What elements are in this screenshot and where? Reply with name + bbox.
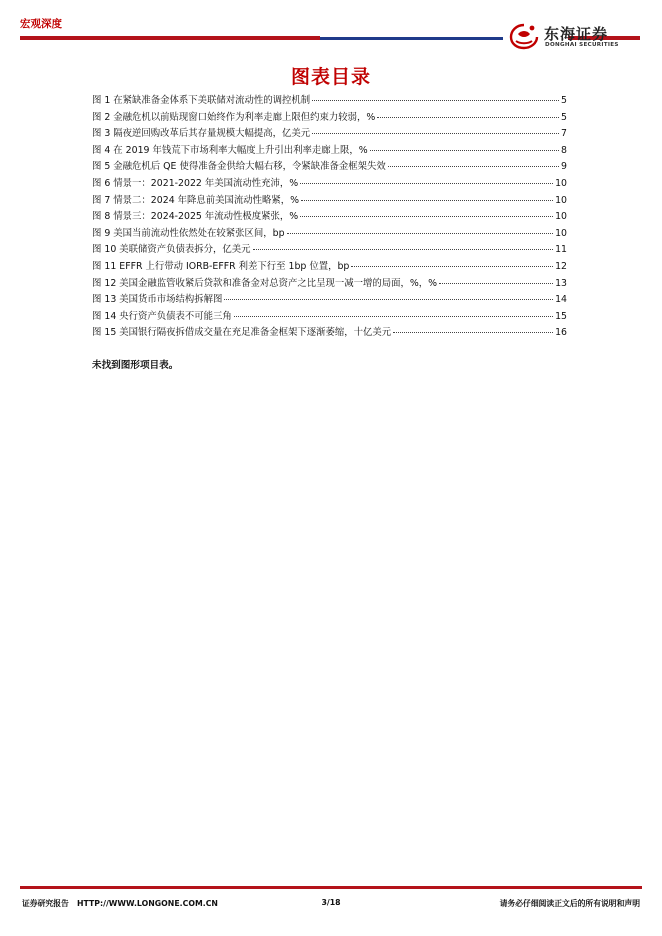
toc-entry[interactable] [92, 110, 567, 127]
section-label: 宏观深度 [20, 18, 62, 30]
brand-logo [508, 22, 648, 52]
toc-entry[interactable] [92, 159, 567, 176]
toc-entry[interactable] [92, 126, 567, 143]
toc-dot-leader [287, 233, 553, 234]
toc-entry-label: 图 11 EFFR 上行带动 IORB-EFFR 利差下行至 1bp 位置，bp [92, 260, 350, 272]
toc-entry[interactable] [92, 276, 567, 293]
footer-page-indicator: 3/18 [321, 898, 341, 907]
toc-dot-leader [224, 299, 553, 300]
toc-entry-label: 图 9 美国当前流动性依然处在较紧张区间，bp [92, 227, 285, 239]
toc-dot-leader [388, 166, 559, 167]
toc-entry-page: 11 [555, 244, 567, 256]
toc-entry-page: 10 [555, 227, 567, 239]
toc-dot-leader [234, 316, 553, 317]
toc-entry-label: 图 13 美国货币市场结构拆解图 [92, 294, 223, 306]
toc-entry[interactable] [92, 176, 567, 193]
footer-rule [20, 886, 642, 889]
toc-entry-page: 15 [555, 310, 567, 322]
header-rule-red [20, 36, 320, 40]
toc-entry-page: 13 [555, 277, 567, 289]
toc-entry-label: 图 8 情景三：2024-2025 年流动性极度紧张，% [92, 211, 299, 223]
toc-entry[interactable] [92, 259, 567, 276]
brand-name-en: DONGHAI SECURITIES [545, 42, 619, 48]
toc-dot-leader [312, 100, 559, 101]
footer-report-type: 证券研究报告 [22, 899, 69, 908]
toc-dot-leader [393, 332, 553, 333]
toc-entry-label: 图 7 情景二：2024 年降息前美国流动性略紧，% [92, 194, 300, 206]
toc-entry-label: 图 4 在 2019 年钱荒下市场利率大幅度上升引出利率走廊上限，% [92, 144, 368, 156]
toc-entry[interactable] [92, 209, 567, 226]
toc-entry-label: 图 6 情景一：2021-2022 年美国流动性充沛，% [92, 177, 299, 189]
toc-entry[interactable] [92, 325, 567, 342]
figure-toc-list [92, 93, 567, 342]
toc-entry-label: 图 12 美国金融监管收紧后贷款和准备金对总资产之比呈现一减一增的局面，%，% [92, 277, 438, 289]
toc-entry-page: 10 [555, 194, 567, 206]
toc-entry-page: 5 [561, 111, 567, 123]
toc-entry[interactable] [92, 193, 567, 210]
toc-entry-page: 7 [561, 128, 567, 140]
toc-dot-leader [300, 216, 553, 217]
toc-entry[interactable] [92, 292, 567, 309]
no-table-entries-note: 未找到图形项目表。 [92, 360, 179, 371]
toc-entry-label: 图 2 金融危机以前贴现窗口始终作为利率走廊上限但约束力较弱，% [92, 111, 376, 123]
footer-disclaimer: 请务必仔细阅读正文后的所有说明和声明 [499, 899, 640, 908]
toc-entry-page: 14 [555, 294, 567, 306]
toc-dot-leader [312, 133, 559, 134]
toc-entry-page: 12 [555, 260, 567, 272]
page-title: 图表目录 [290, 66, 371, 88]
toc-dot-leader [370, 150, 559, 151]
toc-dot-leader [301, 200, 553, 201]
toc-entry-label: 图 3 隔夜逆回购改革后其存量规模大幅提高，亿美元 [92, 128, 311, 140]
toc-entry[interactable] [92, 93, 567, 110]
toc-entry-page: 10 [555, 211, 567, 223]
toc-entry-page: 8 [561, 144, 567, 156]
brand-logo-icon [508, 22, 540, 50]
toc-entry[interactable] [92, 143, 567, 160]
toc-entry-page: 10 [555, 177, 567, 189]
toc-entry[interactable] [92, 309, 567, 326]
toc-entry[interactable] [92, 226, 567, 243]
toc-entry-label: 图 14 央行资产负债表不可能三角 [92, 310, 232, 322]
header-rule-blue [320, 37, 503, 40]
footer-website-link[interactable]: HTTP://WWW.LONGONE.COM.CN [76, 899, 218, 908]
toc-dot-leader [351, 266, 553, 267]
toc-entry-label: 图 1 在紧缺准备金体系下美联储对流动性的调控机制 [92, 95, 311, 106]
toc-entry-page: 9 [561, 161, 567, 173]
toc-entry[interactable] [92, 242, 567, 259]
toc-entry-page: 16 [555, 327, 567, 339]
toc-entry-page: 5 [561, 95, 567, 106]
toc-entry-label: 图 5 金融危机后 QE 使得准备金供给大幅右移，令紧缺准备金框架失效 [92, 161, 386, 173]
toc-entry-label: 图 15 美国银行隔夜拆借成交量在充足准备金框架下逐渐萎缩，十亿美元 [92, 327, 392, 339]
toc-entry-label: 图 10 美联储资产负债表拆分，亿美元 [92, 244, 251, 256]
brand-name-cn: 东海证券 [544, 25, 609, 43]
toc-dot-leader [439, 283, 553, 284]
toc-dot-leader [377, 117, 559, 118]
toc-dot-leader [253, 249, 554, 250]
toc-dot-leader [300, 183, 553, 184]
